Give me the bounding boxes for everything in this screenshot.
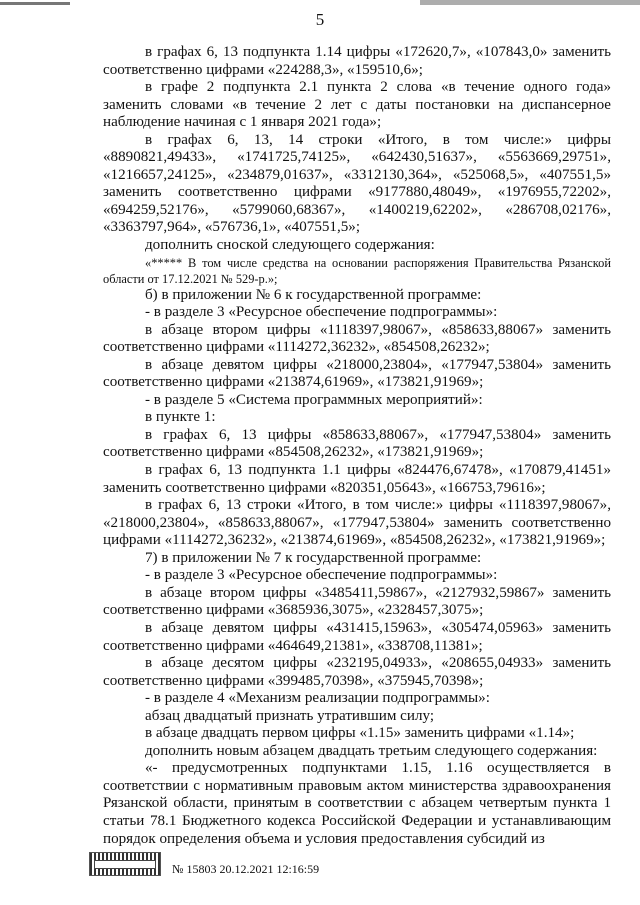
paragraph: дополнить новым абзацем двадцать третьим следующего содержания:: [145, 742, 598, 759]
paragraph: в абзаце втором цифры «1118397,98067», «858633,88067» заменить соответственно цифрами «1114272,36232», «854508,26232»;: [103, 321, 611, 356]
paragraph: в графах 6, 13 подпункта 1.14 цифры «172620,7», «107843,0» заменить соответственно цифрами «224288,3», «159510,6»;: [103, 44, 611, 78]
page-number: 5: [315, 10, 325, 29]
paragraph: б) в приложении № 6 к государственной программе:: [145, 286, 482, 303]
paragraph: в графах 6, 13, 14 строки «Итого, в том числе:» цифры «8890821,49433», «1741725,74125», «642430,51637», «5563669,29751», «1216657,24125», «234879,01637», «3312130,364», «525068,5», «407551,5» заменить соответственно цифрами «9177880,48049», «1976955,72202», «694259,52176», «5799060,68367», «1400219,62202», «286708,02176», «3363797,964», «576736,1», «407551,5»;: [103, 131, 611, 236]
paragraph: - в разделе 5 «Система программных мероприятий»:: [145, 391, 483, 408]
paragraph: - в разделе 4 «Механизм реализации подпрограммы»:: [145, 690, 490, 707]
paragraph: в графах 6, 13 цифры «858633,88067», «177947,53804» заменить соответственно цифрами «854508,26232», «173821,91969»;: [103, 426, 611, 461]
paragraph: в абзаце десятом цифры «232195,04933», «208655,04933» заменить соответственно цифрами «399485,70398», «375945,70398»;: [103, 655, 611, 689]
document-body: [103, 44, 611, 848]
scan-edge-marks: [0, 0, 640, 10]
registration-number: № 15803 20.12.2021 12:16:59: [172, 862, 320, 876]
paragraph: в графах 6, 13 строки «Итого, в том числе:» цифры «1118397,98067», «218000,23804», «858633,88067», «177947,53804» заменить соответственно цифрами «1114272,36232», «213874,61969», «854508,26232», «173821,91969»;: [103, 497, 611, 549]
paragraph: - в разделе 3 «Ресурсное обеспечение подпрограммы»:: [145, 567, 498, 584]
paragraph: в абзаце втором цифры «3485411,59867», «2127932,59867» заменить соответственно цифрами «3685936,3075», «2328457,3075»;: [103, 584, 611, 619]
paragraph: 7) в приложении № 7 к государственной программе:: [145, 549, 482, 566]
paragraph: в пункте 1:: [145, 409, 216, 426]
paragraph: «- предусмотренных подпунктами 1.15, 1.16 осуществляется в соответствии с нормативным правовым актом министерства здравоохранения Рязанской области, принятым в соответствии с абзацем четвертым пункта 1 статьи 78.1 Бюджетного кодекса Российской Федерации и устанавливающим порядок определения объема и условия предоставления субсидий из: [103, 760, 611, 847]
footnote-text: «***** В том числе средства на основании распоряжения Правительства Рязанской области от 17.12.2021 № 529-р.»;: [103, 255, 611, 286]
paragraph: в абзаце двадцать первом цифры «1.15» заменить цифрами «1.14»;: [145, 725, 575, 742]
paragraph: абзац двадцатый признать утратившим силу;: [145, 707, 435, 724]
paragraph: в абзаце девятом цифры «431415,15963», «305474,05963» заменить соответственно цифрами «464649,21381», «338708,11381»;: [103, 619, 611, 654]
registration-stamp-icon: [89, 852, 161, 876]
paragraph: в графах 6, 13 подпункта 1.1 цифры «824476,67478», «170879,41451» заменить соответственно цифрами «820351,05643», «166753,79616»;: [103, 462, 611, 496]
paragraph: дополнить сноской следующего содержания:: [145, 237, 435, 254]
scan-mark-right: [420, 0, 640, 5]
paragraph: в графе 2 подпункта 2.1 пункта 2 слова «в течение одного года» заменить словами «в течение 2 лет с даты постановки на диспансерное наблюдение начиная с 1 января 2021 года»;: [103, 79, 611, 131]
paragraph: в абзаце девятом цифры «218000,23804», «177947,53804» заменить соответственно цифрами «213874,61969», «173821,91969»;: [103, 356, 611, 391]
scan-mark-left: [0, 2, 70, 5]
paragraph: - в разделе 3 «Ресурсное обеспечение подпрограммы»:: [145, 304, 498, 321]
